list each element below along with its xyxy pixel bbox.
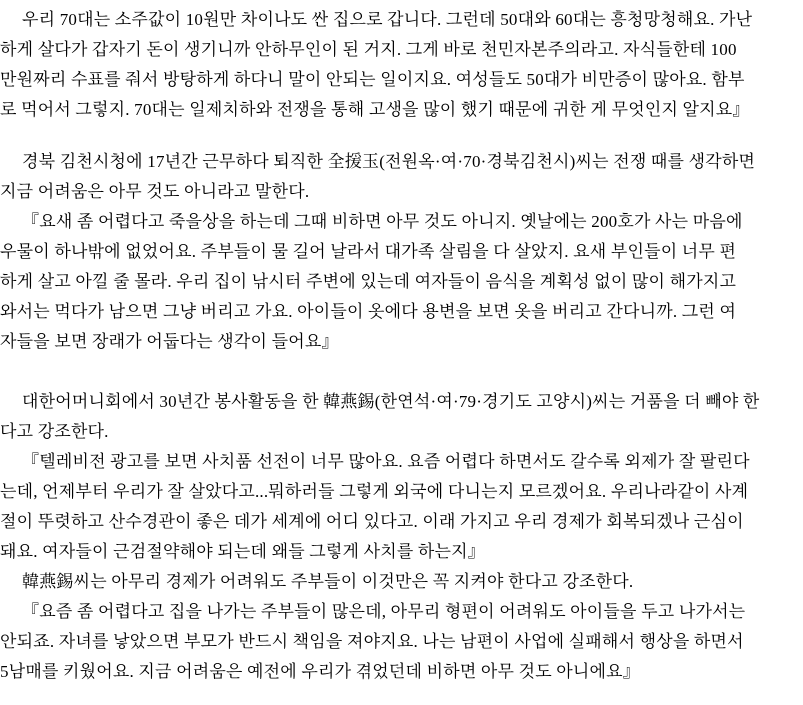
paragraph [0,5,801,125]
text-line: 우물이 하나밖에 없었어요. 주부들이 물 길어 날라서 대가족 살림을 다 살았지. 요새 부인들이 너무 편 [0,242,737,261]
paragraph [0,597,801,687]
text-line: 자들을 보면 장래가 어둡다는 생각이 들어요』 [0,332,339,351]
text-line: 하게 살다가 갑자기 돈이 생기니까 안하무인이 된 거지. 그게 바로 천민자본주의라고. 자식들한테 100 [0,40,737,59]
text-line: 와서는 먹다가 남으면 그냥 버리고 가요. 아이들이 옷에다 용변을 보면 옷을 버리고 간다니까. 그런 여 [0,302,737,321]
paragraph [0,387,801,447]
text-line: 경북 김천시청에 17년간 근무하다 퇴직한 全援玉(전원옥·여·70·경북김천시)씨는 전쟁 때를 생각하면 [22,152,756,171]
text-line: 우리 70대는 소주값이 10원만 차이나도 싼 집으로 갑니다. 그런데 50대와 60대는 흥청망청해요. 가난 [22,10,753,29]
text-line: 『요즘 좀 어렵다고 집을 나가는 주부들이 많은데, 아무리 형편이 어려워도 아이들을 두고 나가서는 [22,602,746,621]
paragraph [0,447,801,567]
text-line: 안되죠. 자녀를 낳았으면 부모가 반드시 책임을 져야지요. 나는 남편이 사업에 실패해서 행상을 하면서 [0,632,744,651]
text-line: 는데, 언제부터 우리가 잘 살았다고...뭐하러들 그렇게 외국에 다니는지 모르겠어요. 우리나라같이 사계 [0,482,749,501]
text-line: 돼요. 여자들이 근검절약해야 되는데 왜들 그렇게 사치를 하는지』 [0,542,485,561]
text-line: 로 먹어서 그렇지. 70대는 일제치하와 전쟁을 통해 고생을 많이 했기 때문에 귀한 게 무엇인지 알지요』 [0,100,750,119]
text-line: 하게 살고 아낄 줄 몰라. 우리 집이 낚시터 주변에 있는데 여자들이 음식을 계획성 없이 많이 해가지고 [0,272,737,291]
paragraph [0,207,801,357]
text-line: 절이 뚜렷하고 산수경관이 좋은 데가 세계에 어디 있다고. 이래 가지고 우리 경제가 회복되겠나 근심이 [0,512,744,531]
text-line: 5남매를 키웠어요. 지금 어려움은 예전에 우리가 겪었던데 비하면 아무 것도 아니에요』 [0,662,640,681]
text-line: 『텔레비전 광고를 보면 사치품 선전이 너무 많아요. 요즘 어렵다 하면서도 갈수록 외제가 잘 팔린다 [22,452,750,471]
text-line: 대한어머니회에서 30년간 봉사활동을 한 韓燕錫(한연석·여·79·경기도 고양시)씨는 거품을 더 빼야 한 [22,392,760,411]
text-line: 『요새 좀 어렵다고 죽을상을 하는데 그때 비하면 아무 것도 아니지. 옛날에는 200호가 사는 마음에 [22,212,743,231]
text-line: 만원짜리 수표를 줘서 방탕하게 하다니 말이 안되는 일이지요. 여성들도 50대가 비만증이 많아요. 함부 [0,70,745,89]
text-line: 다고 강조한다. [0,422,109,441]
text-line: 지금 어려움은 아무 것도 아니라고 말한다. [0,182,310,201]
paragraph [0,147,801,207]
paragraph [0,567,801,597]
text-line: 韓燕錫씨는 아무리 경제가 어려워도 주부들이 이것만은 꼭 지켜야 한다고 강조한다. [22,572,634,591]
